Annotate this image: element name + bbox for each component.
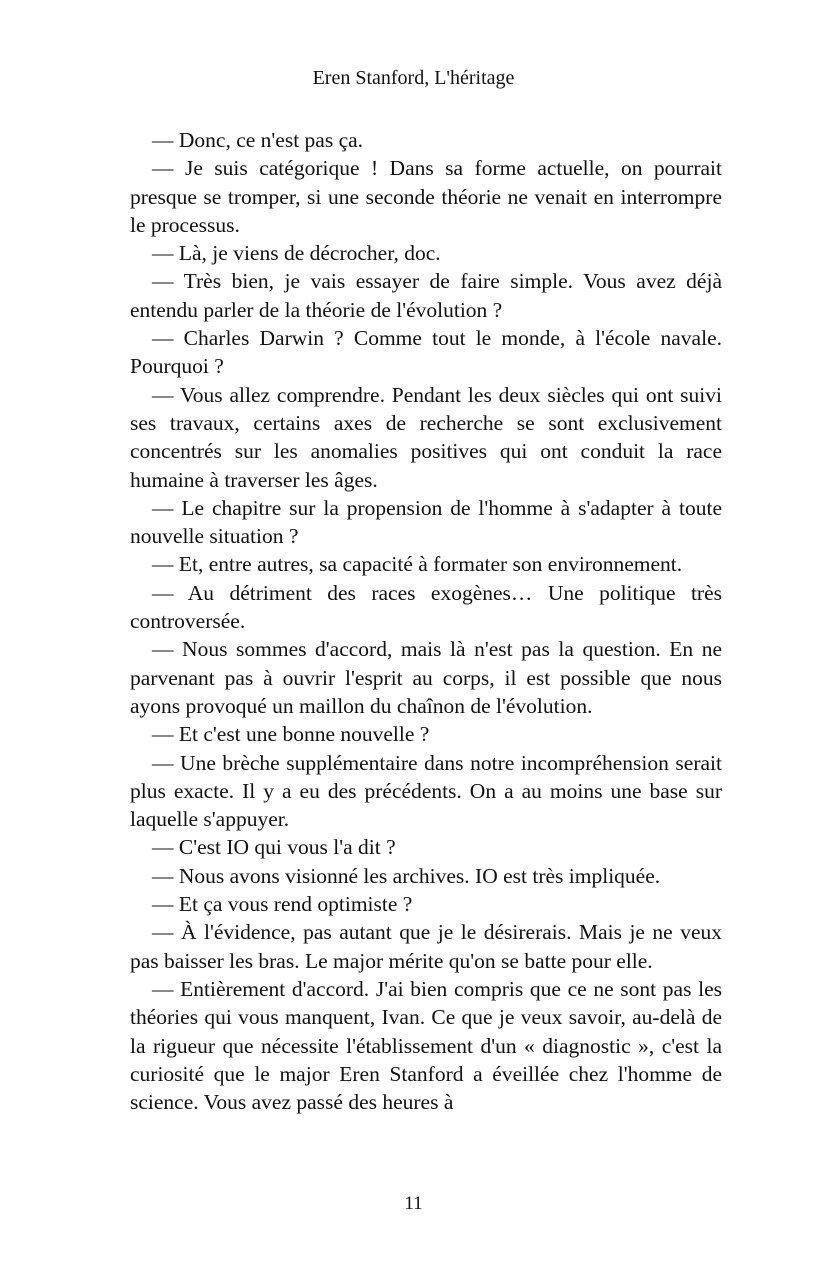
paragraph: — Et c'est une bonne nouvelle ? [152, 722, 430, 747]
paragraph: — Charles Darwin ? Comme tout le monde, à l'école navale. Pourquoi ? [130, 326, 722, 379]
paragraph: — Donc, ce n'est pas ça. [152, 128, 364, 152]
paragraph: — Au détriment des races exogènes… Une politique très controversée. [130, 580, 722, 634]
paragraph: — Le chapitre sur la propension de l'homme à s'adapter à toute nouvelle situation ? [130, 495, 722, 549]
paragraph: — Je suis catégorique ! Dans sa forme actuelle, on pourrait presque se tromper, si une seconde théorie ne venait en interrompre le processus. [130, 156, 722, 237]
paragraph: — À l'évidence, pas autant que je le désirerais. Mais je ne veux pas baisser les bras. Le major mérite qu'on se batte pour elle. [130, 920, 722, 973]
paragraph: — Vous allez comprendre. Pendant les deux siècles qui ont suivi ses travaux, certains axes de recherche se sont exclusivement concentrés sur les anomalies positives qui ont conduit la race humaine à traverser les âges. [130, 382, 722, 492]
paragraph: — Entièrement d'accord. J'ai bien compris que ce ne sont pas les théories qui vous manquent, Ivan. Ce que je veux savoir, au-delà de la rigueur que nécessite l'établissement d'un « diagnostic », c'est la curiosité que le major Eren Stanford a éveillée chez l'homme de science. Vous avez passé des heures à [130, 976, 722, 1115]
paragraph: — Une brèche supplémentaire dans notre incompréhension serait plus exacte. Il y a eu des précédents. On a au moins une base sur laquelle s'appuyer. [130, 750, 722, 832]
body-text [130, 126, 722, 1116]
paragraph: — Très bien, je vais essayer de faire simple. Vous avez déjà entendu parler de la théorie de l'évolution ? [130, 269, 722, 322]
paragraph: — C'est IO qui vous l'a dit ? [152, 835, 396, 860]
running-header: Eren Stanford, L'héritage [312, 67, 515, 89]
paragraph: — Et, entre autres, sa capacité à formater son environnement. [152, 552, 683, 577]
page-number: 11 [404, 1193, 423, 1214]
paragraph: — Là, je viens de décrocher, doc. [152, 241, 441, 266]
paragraph: — Nous sommes d'accord, mais là n'est pas la question. En ne parvenant pas à ouvrir l'esprit au corps, il est possible que nous ayons provoqué un maillon du chaînon de l'évolution. [130, 637, 722, 718]
paragraph: — Et ça vous rend optimiste ? [152, 892, 413, 917]
paragraph: — Nous avons visionné les archives. IO est très impliquée. [152, 863, 661, 888]
